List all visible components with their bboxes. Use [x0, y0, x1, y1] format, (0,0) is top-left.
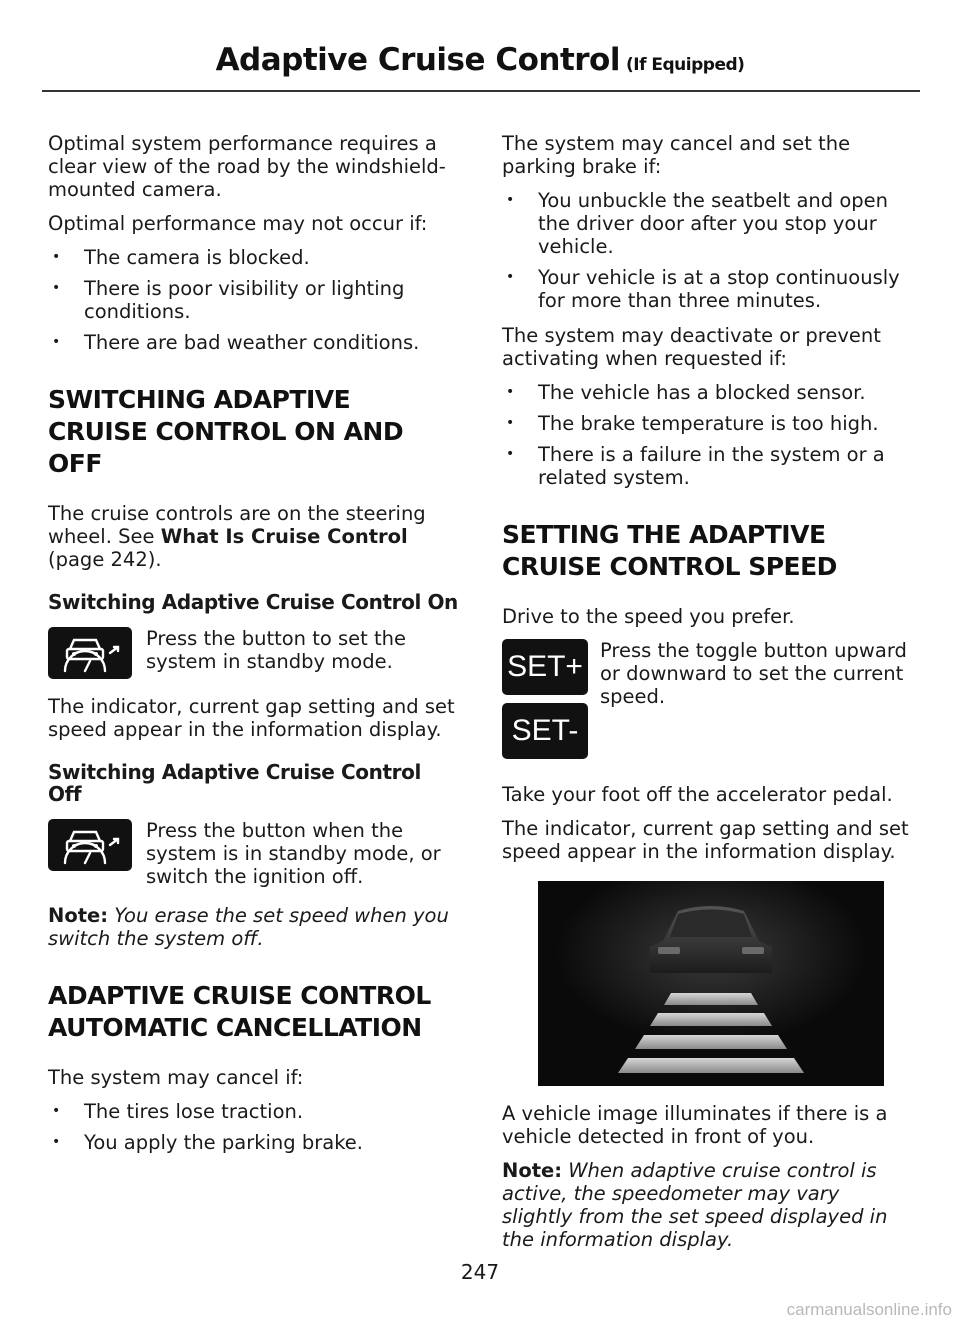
list-item: • The brake temperature is too high.	[502, 412, 914, 435]
adaptive-cruise-control-icon	[48, 819, 132, 871]
list-item: • The tires lose traction.	[48, 1100, 458, 1123]
cancel-list	[48, 1100, 458, 1154]
right-column	[502, 132, 914, 1262]
display-paragraph: The indicator, current gap setting and set speed appear in the information display.	[502, 817, 909, 863]
list-item: • The camera is blocked.	[48, 246, 458, 269]
note-paragraph: Note: When adaptive cruise control is active, the speedometer may vary slightly from the set speed displayed in the information display.	[502, 1159, 888, 1251]
list-item: • There is a failure in the system or a related system.	[502, 443, 914, 489]
section-heading-setting-speed: SETTING THE ADAPTIVE CRUISE CONTROL SPEED	[502, 520, 837, 581]
watermark: carmanualsonline.info	[786, 1300, 952, 1319]
switch-off-instruction	[48, 819, 458, 888]
cross-reference-link[interactable]: What Is Cruise Control	[160, 525, 408, 548]
list-item: • Your vehicle is at a stop continuously for more than three minutes.	[502, 266, 914, 312]
list-item: • You apply the parking brake.	[48, 1131, 458, 1154]
note-paragraph: Note: You erase the set speed when you switch the system off.	[48, 904, 449, 950]
note-label: Note:	[502, 1159, 563, 1182]
parking-list	[502, 189, 914, 312]
header-divider	[42, 90, 920, 92]
parking-intro: The system may cancel and set the parking brake if:	[502, 132, 851, 178]
vehicle-paragraph: A vehicle image illuminates if there is a vehicle detected in front of you.	[502, 1102, 888, 1148]
cancel-intro: The system may cancel if:	[48, 1066, 304, 1089]
detected-vehicle-display-image	[538, 881, 884, 1086]
adaptive-cruise-control-icon	[48, 627, 132, 679]
drive-paragraph: Drive to the speed you prefer.	[502, 605, 795, 628]
intro-paragraph: Optimal system performance requires a clear view of the road by the windshield-mounted camera.	[48, 132, 446, 201]
list-item: • The vehicle has a blocked sensor.	[502, 381, 914, 404]
list-item: • You unbuckle the seatbelt and open the driver door after you stop your vehicle.	[502, 189, 914, 258]
controls-paragraph: The cruise controls are on the steering wheel. See What Is Cruise Control (page 242).	[48, 502, 426, 571]
left-column	[48, 132, 458, 1166]
set-speed-instruction	[502, 639, 914, 767]
subheading-switch-off: Switching Adaptive Cruise Control Off	[48, 760, 421, 806]
deactivate-intro: The system may deactivate or prevent activating when requested if:	[502, 324, 881, 370]
may-not-occur-paragraph: Optimal performance may not occur if:	[48, 212, 428, 235]
page-subtitle: (If Equipped)	[625, 55, 745, 75]
switch-on-result: The indicator, current gap setting and set speed appear in the information display.	[48, 695, 455, 741]
list-item: • There are bad weather conditions.	[48, 331, 458, 354]
set-plus-icon: SET+	[502, 639, 588, 695]
page-number: 247	[460, 1260, 500, 1284]
note-label: Note:	[48, 904, 109, 927]
set-minus-icon: SET-	[502, 703, 588, 759]
switch-on-text: Press the button to set the system in standby mode.	[146, 627, 407, 673]
foot-paragraph: Take your foot off the accelerator pedal.	[502, 783, 893, 806]
set-toggle-buttons	[502, 639, 588, 767]
toggle-text: Press the toggle button upward or downward to set the current speed.	[600, 639, 907, 708]
page-title: Adaptive Cruise Control (If Equipped)	[215, 42, 745, 78]
switch-on-instruction	[48, 627, 458, 679]
subheading-switch-on: Switching Adaptive Cruise Control On	[48, 590, 458, 614]
conditions-list	[48, 246, 458, 354]
switch-off-text: Press the button when the system is in standby mode, or switch the ignition off.	[146, 819, 441, 888]
deactivate-list	[502, 381, 914, 489]
list-item: • There is poor visibility or lighting conditions.	[48, 277, 458, 323]
section-heading-cancellation: ADAPTIVE CRUISE CONTROL AUTOMATIC CANCELLATION	[48, 981, 431, 1042]
section-heading-switching: SWITCHING ADAPTIVE CRUISE CONTROL ON AND OFF	[48, 385, 404, 478]
